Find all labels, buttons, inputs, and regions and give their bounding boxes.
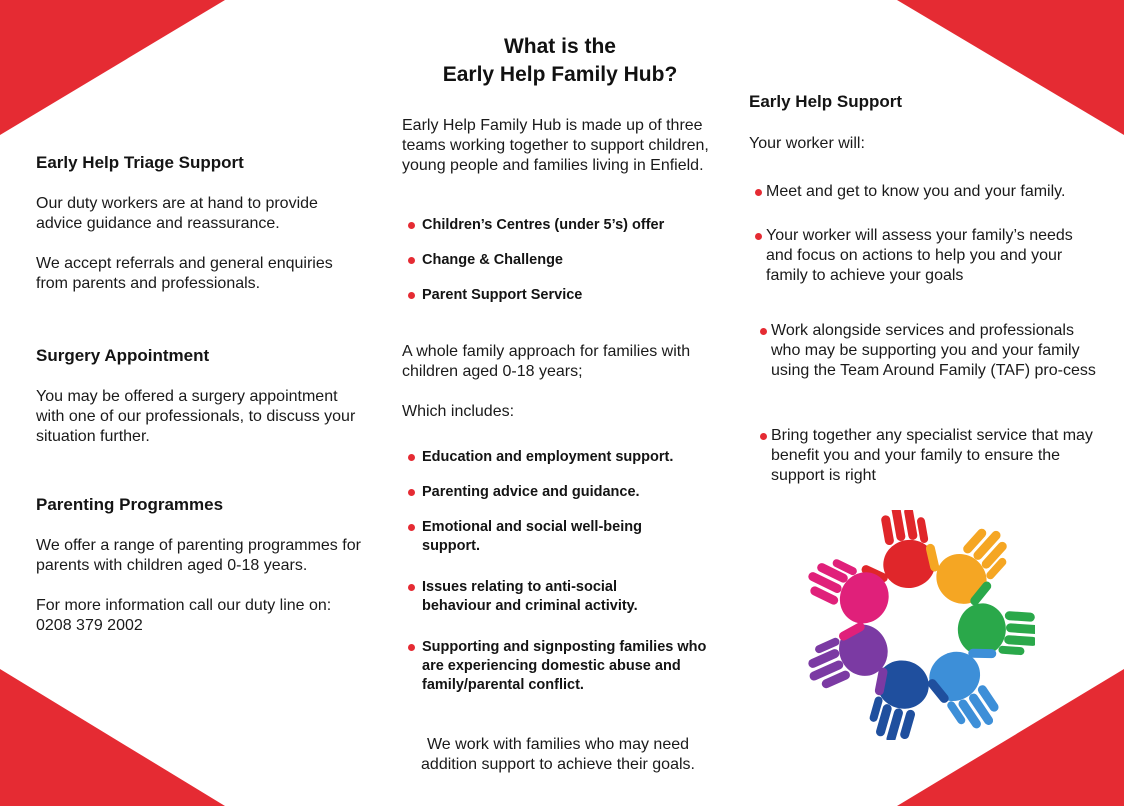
includes-item: Education and employment support. <box>402 448 712 467</box>
team-item: Children’s Centres (under 5’s) offer <box>402 216 722 235</box>
includes-item: Emotional and social well-being support. <box>402 518 672 556</box>
corner-triangle-top-right <box>897 0 1124 136</box>
intro-paragraph: Early Help Family Hub is made up of three teams working together to support children, young people and families living in Enfield. <box>402 117 709 174</box>
bullet-icon <box>755 233 762 240</box>
hand-prints-circle-icon <box>805 510 1035 740</box>
includes-label: Which includes: <box>402 403 515 420</box>
duty-line-label: For more information call our duty line on: <box>36 597 332 614</box>
title-line-2: Early Help Family Hub? <box>442 63 678 86</box>
worker-lead: Your worker will: <box>749 135 865 152</box>
section-heading-parenting: Parenting Programmes <box>36 495 224 514</box>
worker-item: Bring together any specialist service that may benefit you and your family to ensure the support is right <box>754 426 1094 486</box>
triage-paragraph-2: We accept referrals and general enquiries from parents and professionals. <box>36 255 333 292</box>
duty-line-phone: 0208 379 2002 <box>36 617 143 634</box>
includes-item: Parenting advice and guidance. <box>402 483 712 502</box>
section-heading-triage: Early Help Triage Support <box>36 153 244 172</box>
worker-item: Work alongside services and professionals who may be supporting you and your family using the Team Around Family (TAF) pro-cess <box>754 321 1099 381</box>
includes-item: Issues relating to anti-social behaviour and criminal activity. <box>402 578 662 616</box>
bullet-icon <box>408 524 415 531</box>
corner-triangle-top-left <box>0 0 226 136</box>
corner-triangle-bottom-left <box>0 669 226 806</box>
bullet-icon <box>408 584 415 591</box>
title-line-1: What is the <box>503 35 616 58</box>
parenting-paragraph: We offer a range of parenting programmes for parents with children aged 0-18 years. <box>36 537 361 574</box>
surgery-paragraph: You may be offered a surgery appointment with one of our professionals, to discuss your situation further. <box>36 388 356 445</box>
team-item: Change & Challenge <box>402 251 722 270</box>
page-title <box>390 33 730 89</box>
bullet-icon <box>760 328 767 335</box>
section-heading-surgery: Surgery Appointment <box>36 346 210 365</box>
bullet-icon <box>408 644 415 651</box>
bullet-icon <box>408 489 415 496</box>
bullet-icon <box>408 454 415 461</box>
worker-item: Meet and get to know you and your family. <box>749 182 1099 202</box>
section-heading-early-help-support: Early Help Support <box>749 92 903 111</box>
bullet-icon <box>408 257 415 264</box>
team-item: Parent Support Service <box>402 286 722 305</box>
approach-paragraph: A whole family approach for families with children aged 0-18 years; <box>402 343 691 380</box>
bullet-icon <box>408 292 415 299</box>
includes-item: Supporting and signposting families who are experiencing domestic abuse and family/parental conflict. <box>402 638 712 695</box>
closing-paragraph: We work with families who may need addition support to achieve their goals. <box>421 736 695 773</box>
bullet-icon <box>408 222 415 229</box>
bullet-icon <box>755 189 762 196</box>
worker-item: Your worker will assess your family’s needs and focus on actions to help you and your family to achieve your goals <box>749 226 1099 286</box>
triage-paragraph-1: Our duty workers are at hand to provide advice guidance and reassurance. <box>36 195 318 232</box>
bullet-icon <box>760 433 767 440</box>
teams-list <box>402 216 722 305</box>
